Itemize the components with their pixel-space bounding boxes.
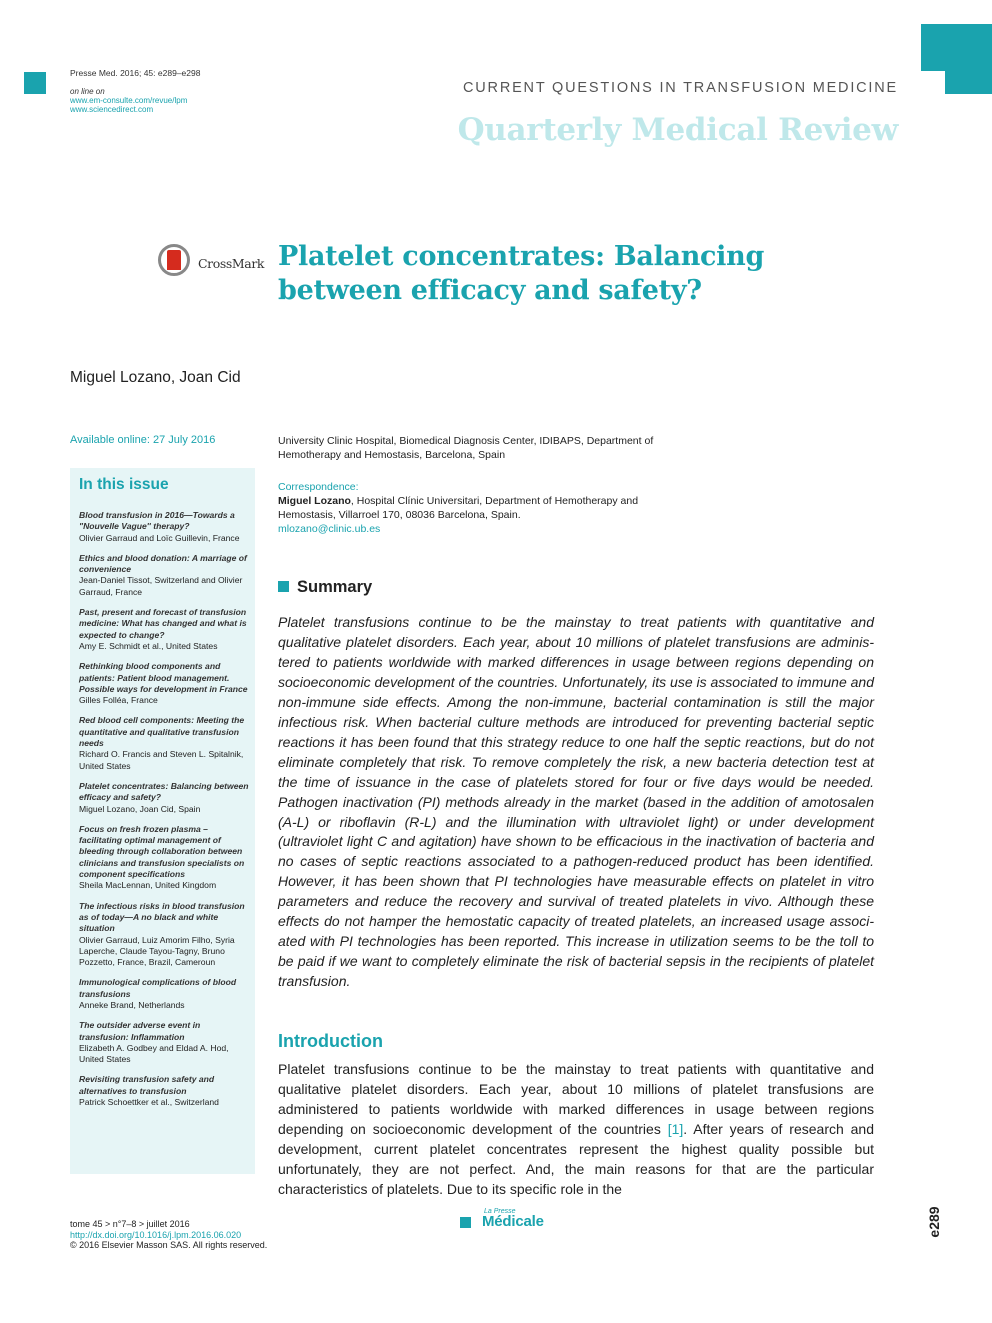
sidebar-issue-item[interactable] <box>79 607 251 652</box>
footer-copyright: © 2016 Elsevier Masson SAS. All rights reserved. <box>70 1240 268 1250</box>
issue-item-title: Focus on fresh frozen plasma – facilitating optimal management of bleeding through collaboration between clinicians and transfusion specialists on component specifications <box>79 823 245 880</box>
issue-item-authors: Gilles Folléa, France <box>79 695 158 706</box>
issue-item-title: Revisiting transfusion safety and alternatives to transfusion <box>79 1074 215 1096</box>
article-authors: Miguel Lozano, Joan Cid <box>70 369 241 386</box>
footer-doi-link[interactable]: http://dx.doi.org/10.1016/j.lpm.2016.06.020 <box>70 1229 242 1240</box>
issue-item-title: Immunological complications of blood transfusions <box>79 977 237 999</box>
sidebar-list <box>79 510 251 1117</box>
issue-item-authors: Anneke Brand, Netherlands <box>79 999 185 1010</box>
sidebar-heading: In this issue <box>79 476 169 493</box>
issue-item-authors: Amy E. Schmidt et al., United States <box>79 640 218 651</box>
introduction-heading: Introduction <box>278 1031 383 1051</box>
correspondence-address <box>278 494 678 522</box>
footer-issue: tome 45 > n°7–8 > juillet 2016 <box>70 1219 190 1229</box>
journal-reference: Presse Med. 2016; 45: e289–e298 <box>70 68 201 78</box>
summary-heading-text: Summary <box>297 578 373 596</box>
logo-small-text: La Presse <box>484 1208 516 1215</box>
abstract-text: Platelet transfusions continue to be the mainstay to treat patients with quantitative and qualitative platelet disorders. Each year, about 10 millions of platelet transfusions are administered to patients worldwide with marked differences in usage between regions depending on socioeconomic development of the countries. Unfortunately, its use is associated to immune and non-immune side effects. Among the non-immune, bacterial contamination is still the major infectious risk. When bacterial culture methods are introduced for preventing bacterial septic reactions it has been found that this strategy reduce to one half the septic reactions, but do not eliminate completely that risk. To remove completely the risk, a new bacteria detection test at the time of issuance in the case of platelets stored for four or five days would be needed. Pathogen inactivation (PI) methods already in the market (based in the addition of amotosalen (A-L) or riboflavin (R-L) and the illumination with ultraviolet light) or under development (ultraviolet light C and agitation) have shown to be efficacious in the inactivation of bacteria and no cases of septic reactions associated to a pathogen-reduced product has been identified. However, it has been shown that PI technologies have measurable effects on platelet in vitro parameters and reduce the recovery and survival of treated platelets in vivo. Although these effects do not hamper the hemostatic capacity of treated platelets, an increased usage associated with PI technologies has been reported. This increase in utilization seems to be the toll to be paid if we want to completely eliminate the risk of bacterial sepsis in the recipients of platelet transfusion. <box>278 614 874 990</box>
logo-square-icon <box>460 1217 471 1228</box>
logo-big-text: Médicale <box>482 1213 544 1230</box>
introduction-text <box>278 1059 874 1199</box>
sidebar-issue-item[interactable] <box>79 781 251 815</box>
issue-item-authors: Sheila MacLennan, United Kingdom <box>79 880 217 891</box>
issue-item-authors: Richard O. Francis and Steven L. Spitalnik, United States <box>79 749 244 771</box>
page-number: e289 <box>926 1206 942 1238</box>
crossmark-flag-icon <box>167 250 181 270</box>
issue-item-title: The outsider adverse event in transfusion: Inflammation <box>79 1020 201 1042</box>
sidebar-issue-item[interactable] <box>79 553 251 598</box>
sidebar-issue-item[interactable] <box>79 1074 251 1108</box>
available-online: Available online: 27 July 2016 <box>70 434 216 446</box>
online-label: on line on <box>70 87 105 96</box>
issue-item-title: Past, present and forecast of transfusion medicine: What has changed and what is expected to change? <box>79 607 247 640</box>
summary-heading <box>278 578 372 597</box>
citation-link[interactable]: [1] <box>667 1121 684 1137</box>
correspondence-email[interactable]: mlozano@clinic.ub.es <box>278 523 381 535</box>
sidebar-issue-item[interactable] <box>79 715 251 771</box>
online-link-sciencedirect[interactable]: www.sciencedirect.com <box>70 105 154 114</box>
issue-item-authors: Elizabeth A. Godbey and Eldad A. Hod, United States <box>79 1042 229 1065</box>
correspondence-name: Miguel Lozano <box>278 495 351 507</box>
online-links <box>70 87 187 114</box>
issue-item-title: Blood transfusion in 2016—Towards a "Nouvelle Vague'' therapy? <box>79 510 235 532</box>
issue-item-authors: Olivier Garraud, Luiz Amorim Filho, Syria Laperche, Claude Tayou-Tagny, Bruno Pozzetto, France, Brazil, Cameroun <box>79 934 235 968</box>
issue-item-title: Platelet concentrates: Balancing between efficacy and safety? <box>79 780 249 803</box>
footer-info <box>70 1219 267 1251</box>
issue-item-authors: Miguel Lozano, Joan Cid, Spain <box>79 803 201 814</box>
sidebar-issue-item[interactable] <box>79 510 251 544</box>
journal-logo <box>460 1208 570 1232</box>
issue-item-authors: Patrick Schoettker et al., Switzerland <box>79 1097 219 1108</box>
intro-text-part1: Platelet transfusions continue to be the mainstay to treat patients with quantitative and qualitative platelet disorders. Each year, about 10 millions of platelet transfusions are administered to patients worldwide with marked differences in usage between regions depending on socioeconomic development of the countries <box>278 1061 874 1137</box>
issue-item-title: The infectious risks in blood transfusion as of today—A no black and white situation <box>79 900 245 934</box>
online-link-emconsulte[interactable]: www.em-consulte.com/revue/lpm <box>70 96 188 105</box>
issue-item-title: Rethinking blood components and patients: Patient blood management. Possible ways for development in France <box>79 661 248 694</box>
issue-item-title: Red blood cell components: Meeting the quantitative and qualitative transfusion needs <box>79 715 245 749</box>
issue-item-title: Ethics and blood donation: A marriage of convenience <box>79 552 247 575</box>
crossmark-label: CrossMark <box>198 256 265 271</box>
correspondence-heading: Correspondence: <box>278 481 359 493</box>
correspondence <box>278 480 678 536</box>
heading-square-icon <box>278 581 289 592</box>
sidebar-issue-item[interactable] <box>79 901 251 969</box>
sidebar-issue-item[interactable] <box>79 824 251 892</box>
intro-text-part2: . After years of research and development, current platelet concentrates represent the highest quality possible but unfortunately, they are not perfect. And, the main reasons for that are the particular characteristics of platelets. Due to its specific role in the <box>278 1121 874 1197</box>
series-title: Quarterly Medical Review <box>457 112 898 148</box>
sidebar-issue-item[interactable] <box>79 661 251 706</box>
sidebar-issue-item[interactable] <box>79 977 251 1011</box>
corner-square-left <box>24 72 46 94</box>
affiliation: University Clinic Hospital, Biomedical Diagnosis Center, IDIBAPS, Department of Hemotherapy and Hemostasis, Barcelona, Spain <box>278 435 654 461</box>
correspondence-address-text: , Hospital Clínic Universitari, Department of Hemotherapy and Hemostasis, Villarroel 170, 08036 Barcelona, Spain. <box>278 495 639 521</box>
crossmark-badge[interactable] <box>158 244 265 282</box>
section-label: CURRENT QUESTIONS IN TRANSFUSION MEDICINE <box>463 80 898 96</box>
in-this-issue-sidebar <box>70 468 255 1174</box>
sidebar-issue-item[interactable] <box>79 1020 251 1065</box>
issue-item-authors: Jean-Daniel Tissot, Switzerland and Olivier Garraud, France <box>79 575 243 597</box>
issue-item-authors: Olivier Garraud and Loïc Guillevin, France <box>79 532 240 543</box>
corner-block-right <box>921 24 992 94</box>
article-title: Platelet concentrates: Balancing between efficacy and safety? <box>278 241 765 306</box>
